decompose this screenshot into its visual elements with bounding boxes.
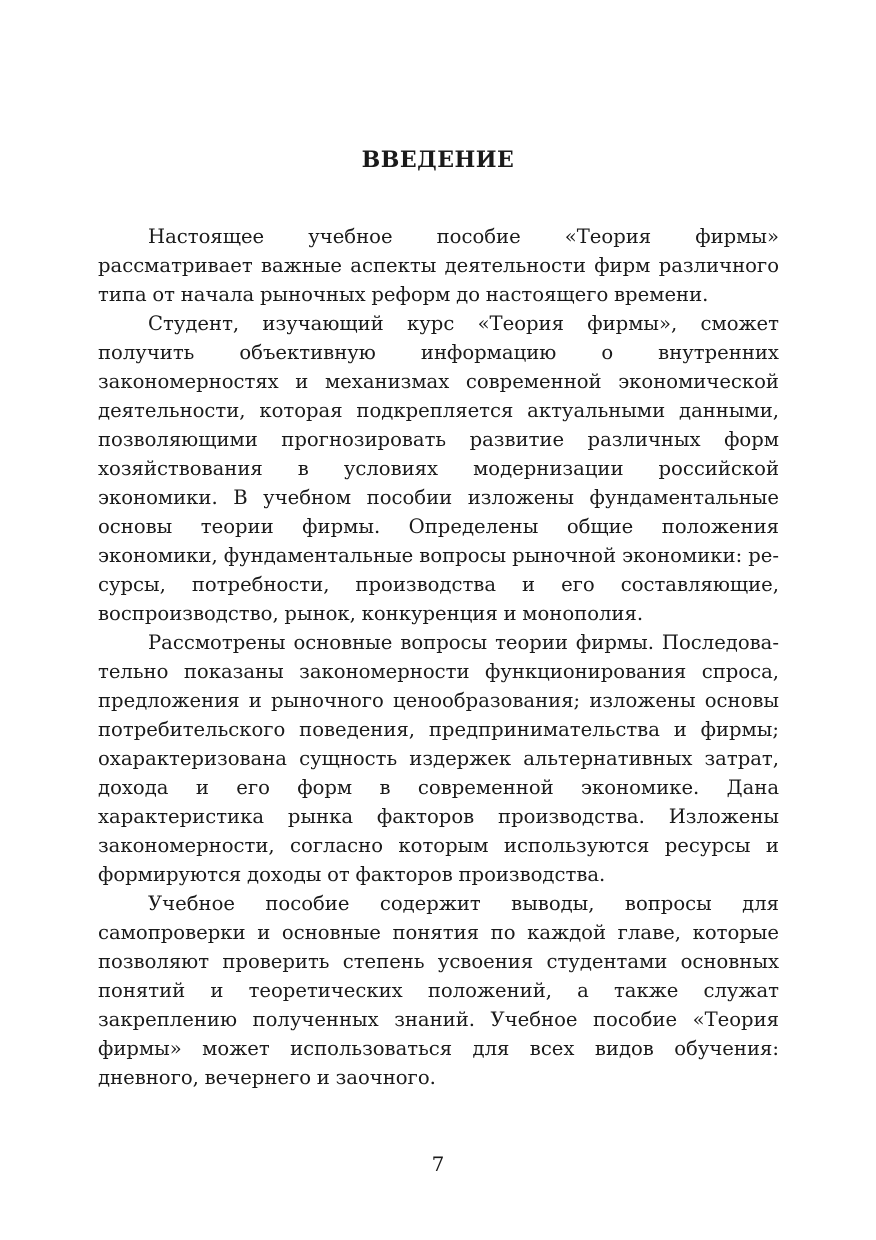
page-title: ВВЕДЕНИЕ	[361, 147, 515, 173]
paragraph-1: Настоящее учебное пособие «Теория фирмы» рассматривает важные аспекты деятельности фирм различного типа от начала рыночных реформ до настоящего времени.	[98, 225, 779, 306]
body-text	[98, 222, 779, 1092]
paragraph-3: Рассмотрены основные вопросы теории фирмы. Последовательно показаны закономерности функционирования спроса, предложения и рыночного ценообразования; изложены основы потребительского поведения, предпринимательства и фирмы; охарактеризована сущность издержек альтернативных затрат, дохода и его форм в современной экономике. Дана характеристика рынка факторов производства. Изложены закономерности, согласно которым используются ресурсы и формируются доходы от факторов производства.	[98, 631, 779, 886]
paragraph-2: Студент, изучающий курс «Теория фирмы», сможет получить объективную информацию о внутренних закономерностях и механизмах современной экономической деятельности, которая подкрепляется актуальными данными, позволяющими прогнозировать развитие различных форм хозяйствования в условиях модернизации российской экономики. В учебном пособии изложены фундаментальные основы теории фирмы. Определены общие положения экономики, фундаментальные вопросы рыночной экономики: ресурсы, потребности, производства и его составляющие, воспроизводство, рынок, конкуренция и монополия.	[98, 312, 779, 625]
page-number: 7	[431, 1152, 445, 1176]
paragraph-4: Учебное пособие содержит выводы, вопросы для самопроверки и основные понятия по каждой главе, которые позволяют проверить степень усвоения студентами основных понятий и теоретических положений, а также служат закреплению полученных знаний. Учебное пособие «Теория фирмы» может использоваться для всех видов обучения: дневного, вечернего и заочного.	[98, 892, 779, 1089]
